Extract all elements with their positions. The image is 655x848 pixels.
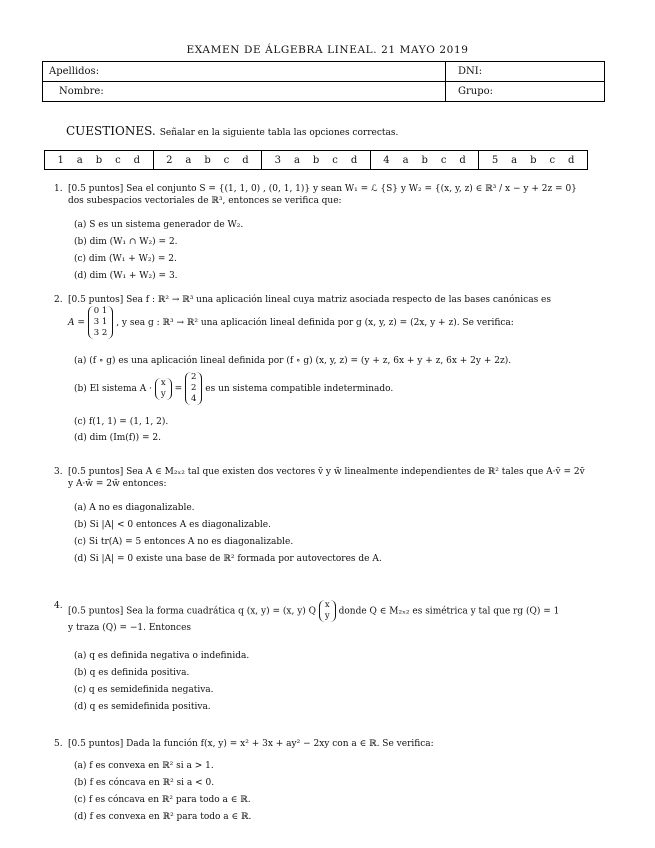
student-id-table xyxy=(42,61,605,102)
exam-title: EXAMEN DE ÁLGEBRA LINEAL. 21 MAYO 2019 xyxy=(186,44,469,56)
q1-option-c: (c) dim (W₁ + W₂) = 2. xyxy=(74,254,177,264)
vector-entry: x xyxy=(160,377,166,388)
q4-option-d: (d) q es semidefinida positiva. xyxy=(74,702,211,712)
question-stem-line2: , y sea g : ℝ³ → ℝ² una aplicación lineal definida por g (x, y, z) = (2x, y + z). Se verifica: xyxy=(116,318,514,328)
question-number: 3. xyxy=(54,467,63,477)
q3-option-a: (a) A no es diagonalizable. xyxy=(74,503,195,513)
answer-cell-3[interactable] xyxy=(261,151,370,169)
answer-option-c[interactable]: c xyxy=(223,154,230,166)
q2-option-d: (d) dim (Im(f)) = 2. xyxy=(74,433,161,443)
vector-entry: y xyxy=(160,388,166,399)
question-number: 5. xyxy=(54,739,63,749)
stem-text-a: [0.5 puntos] Sea la forma cuadrática q (x, y) = (x, y) Q xyxy=(68,606,317,617)
question-stem-line1 xyxy=(68,600,608,622)
vector-entry: x xyxy=(324,600,330,610)
answer-option-a[interactable]: a xyxy=(511,154,518,166)
answer-option-a[interactable]: a xyxy=(76,154,83,166)
answer-option-c[interactable]: c xyxy=(440,154,447,166)
vector-xy xyxy=(155,378,172,400)
cuestiones-heading xyxy=(66,124,398,138)
question-stem-line1: [0.5 puntos] Sea A ∈ M₂ₓ₂ tal que existen dos vectores v̄ y w̄ linealmente independientes de ℝ² tales que A·v̄ = 2v̄ xyxy=(68,467,585,477)
answer-option-b[interactable]: b xyxy=(204,154,211,166)
answer-option-d[interactable]: d xyxy=(568,154,575,166)
q1-option-d: (d) dim (W₁ + W₂) = 3. xyxy=(74,271,178,281)
id-row-2 xyxy=(43,81,604,101)
q4-option-a: (a) q es definida negativa o indefinida. xyxy=(74,651,250,661)
question-stem-line2: y A·w̄ = 2w̄ entonces: xyxy=(68,479,167,489)
question-2 xyxy=(54,294,608,306)
answer-option-b[interactable]: b xyxy=(530,154,537,166)
answer-num: 3 xyxy=(274,154,282,166)
answer-option-c[interactable]: c xyxy=(115,154,121,166)
option-b-post: es un sistema compatible indeterminado. xyxy=(205,384,394,394)
matrix-label: A = xyxy=(68,318,85,328)
q1-option-a: (a) S es un sistema generador de W₂. xyxy=(74,220,244,230)
answer-option-c[interactable]: c xyxy=(332,154,338,166)
matrix-row: 3 1 xyxy=(93,317,108,327)
answer-option-c[interactable]: c xyxy=(549,154,556,166)
answer-option-a[interactable]: a xyxy=(185,154,192,166)
apellidos-field[interactable]: Apellidos: xyxy=(43,62,446,81)
question-number: 2. xyxy=(54,295,63,305)
q5-option-d: (d) f es convexa en ℝ² para todo a ∈ ℝ. xyxy=(74,812,252,822)
answer-cell-5[interactable] xyxy=(478,151,587,169)
cuestiones-title: CUESTIONES. xyxy=(66,124,156,138)
matrix-a xyxy=(88,306,114,339)
question-4 xyxy=(54,600,608,634)
answer-option-a[interactable]: a xyxy=(293,154,300,166)
option-b-text: (b) El sistema A · xyxy=(74,384,152,394)
q5-option-a: (a) f es convexa en ℝ² si a > 1. xyxy=(74,761,214,771)
answer-cell-4[interactable] xyxy=(370,151,479,169)
dni-field[interactable]: DNI: xyxy=(458,66,483,77)
answer-num: 2 xyxy=(166,154,173,166)
answer-num: 4 xyxy=(383,154,390,166)
vector-entry: 2 xyxy=(190,383,197,393)
question-3 xyxy=(54,466,608,490)
question-1 xyxy=(54,183,608,207)
nombre-field[interactable]: Nombre: xyxy=(43,82,446,101)
question-stem-line2: y traza (Q) = −1. Entonces xyxy=(68,623,192,633)
question-stem-line1: [0.5 puntos] Dada la función f(x, y) = x² + 3x + ay² − 2xy con a ∈ ℝ. Se verifica: xyxy=(68,739,434,749)
question-5 xyxy=(54,738,608,750)
q5-option-c: (c) f es cóncava en ℝ² para todo a ∈ ℝ. xyxy=(74,795,251,805)
grupo-field[interactable]: Grupo: xyxy=(458,86,493,97)
vector-entry: 2 xyxy=(190,372,197,382)
q2-option-c: (c) f(1, 1) = (1, 1, 2). xyxy=(74,417,169,427)
answer-option-d[interactable]: d xyxy=(350,154,358,166)
answer-option-b[interactable]: b xyxy=(421,154,428,166)
cuestiones-instruction: Señalar en la siguiente tabla las opciones correctas. xyxy=(159,128,399,138)
answer-option-d[interactable]: d xyxy=(133,154,141,166)
q1-option-b: (b) dim (W₁ ∩ W₂) = 2. xyxy=(74,237,178,247)
matrix-row: 0 1 xyxy=(93,306,108,316)
q4-option-c: (c) q es semidefinida negativa. xyxy=(74,685,214,695)
vector-entry: y xyxy=(324,611,330,621)
vector-xy xyxy=(319,600,336,622)
answer-grid xyxy=(44,150,588,170)
q2-option-a: (a) (f ∘ g) es una aplicación lineal definida por (f ∘ g) (x, y, z) = (y + z, 6x + y + z, 6x + 2y + 2z). xyxy=(74,356,512,366)
question-stem-line1: [0.5 puntos] Sea f : ℝ² → ℝ³ una aplicación lineal cuya matriz asociada respecto de las bases canónicas es xyxy=(68,295,551,305)
stem-text-b: donde Q ∈ M₂ₓ₂ es simétrica y tal que rg (Q) = 1 xyxy=(338,606,560,617)
question-number: 1. xyxy=(54,184,63,194)
vector-rhs xyxy=(185,372,202,405)
answer-num: 5 xyxy=(491,154,499,166)
vector-entry: 4 xyxy=(190,394,197,404)
answer-option-d[interactable]: d xyxy=(242,154,249,166)
matrix-row: 3 2 xyxy=(93,328,108,338)
answer-option-b[interactable]: b xyxy=(312,154,320,166)
answer-option-a[interactable]: a xyxy=(402,154,409,166)
q2-option-b xyxy=(74,372,393,405)
q4-option-b: (b) q es definida positiva. xyxy=(74,668,190,678)
q3-option-d: (d) Si |A| = 0 existe una base de ℝ² formada por autovectores de A. xyxy=(74,554,382,564)
question-2-matrix-line xyxy=(68,306,514,339)
answer-option-d[interactable]: d xyxy=(459,154,466,166)
answer-cell-1[interactable] xyxy=(45,151,153,169)
answer-cell-2[interactable] xyxy=(153,151,262,169)
q5-option-b: (b) f es cóncava en ℝ² si a < 0. xyxy=(74,778,215,788)
question-stem-line2: dos subespacios vectoriales de ℝ³, entonces se verifica que: xyxy=(68,196,342,206)
question-number: 4. xyxy=(54,601,63,611)
q3-option-b: (b) Si |A| < 0 entonces A es diagonalizable. xyxy=(74,520,271,530)
answer-option-b[interactable]: b xyxy=(95,154,103,166)
id-row-1 xyxy=(43,62,604,81)
question-stem-line1: [0.5 puntos] Sea el conjunto S = {(1, 1, 0) , (0, 1, 1)} y sean W₁ = ℒ {S} y W₂ = {(x, y, z) ∈ ℝ³ / x − y + 2z = 0} xyxy=(68,184,577,194)
equals-sign: = xyxy=(174,384,183,394)
q3-option-c: (c) Si tr(A) = 5 entonces A no es diagonalizable. xyxy=(74,537,294,547)
answer-num: 1 xyxy=(57,154,64,166)
